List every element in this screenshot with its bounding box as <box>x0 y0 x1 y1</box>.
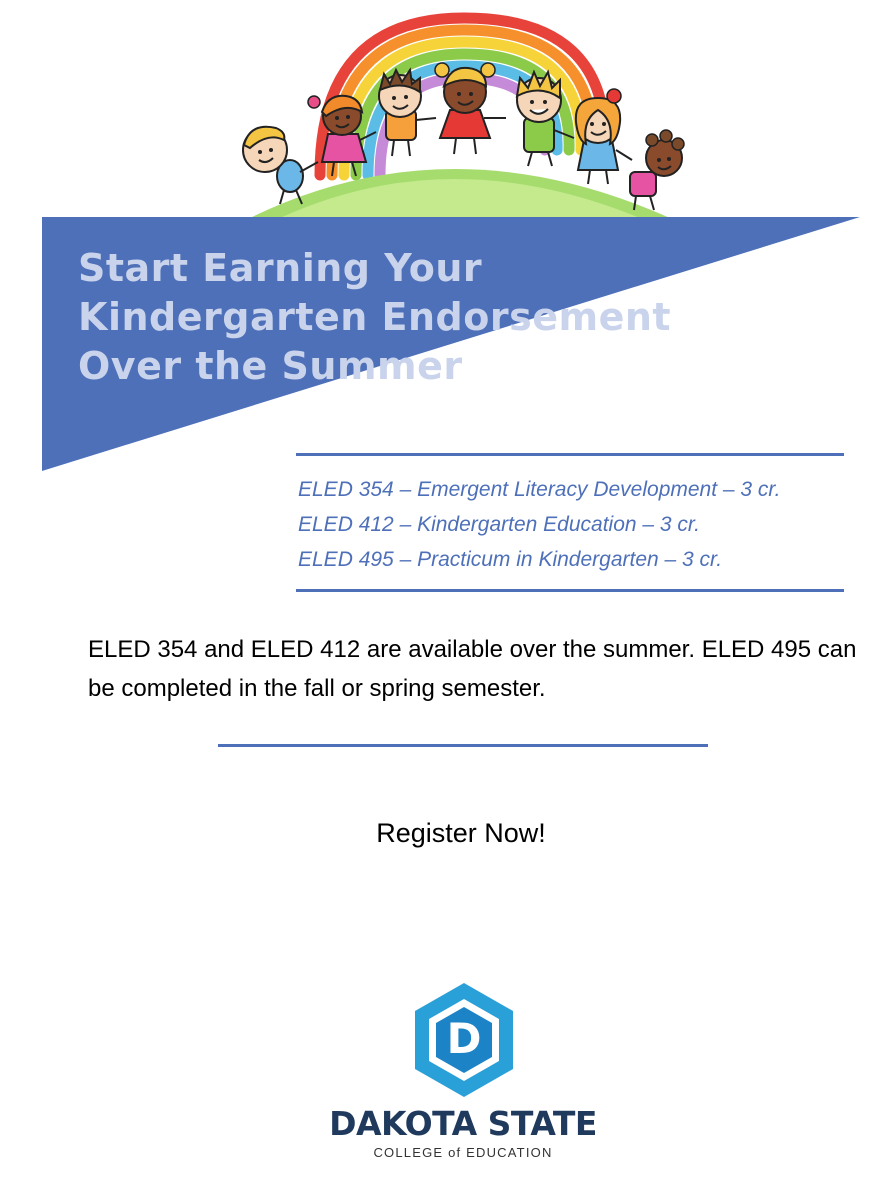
logo-subtitle: COLLEGE of EDUCATION <box>373 1145 553 1160</box>
divider <box>296 589 844 592</box>
headline-line: Kindergarten Endorsement <box>78 295 672 339</box>
availability-text: ELED 354 and ELED 412 are available over the summer. ELED 495 can be completed in the fall or spring semester. <box>88 636 857 702</box>
headline <box>78 244 671 391</box>
course-item: ELED 412 – Kindergarten Education – 3 cr. <box>298 513 700 536</box>
course-list <box>298 472 780 577</box>
dakota-state-logo-icon <box>412 981 516 1099</box>
course-item: ELED 354 – Emergent Literacy Development – 3 cr. <box>298 478 781 501</box>
divider <box>218 744 708 747</box>
logo-letter: D <box>446 1014 482 1063</box>
headline-line: Over the Summer <box>78 344 463 388</box>
course-item: ELED 495 – Practicum in Kindergarten – 3 cr. <box>298 548 723 571</box>
divider <box>296 453 844 456</box>
register-now-text: Register Now! <box>376 818 546 848</box>
headline-banner <box>0 0 890 480</box>
headline-line: Start Earning Your <box>78 246 483 290</box>
logo-name: DAKOTA STATE <box>329 1104 597 1143</box>
